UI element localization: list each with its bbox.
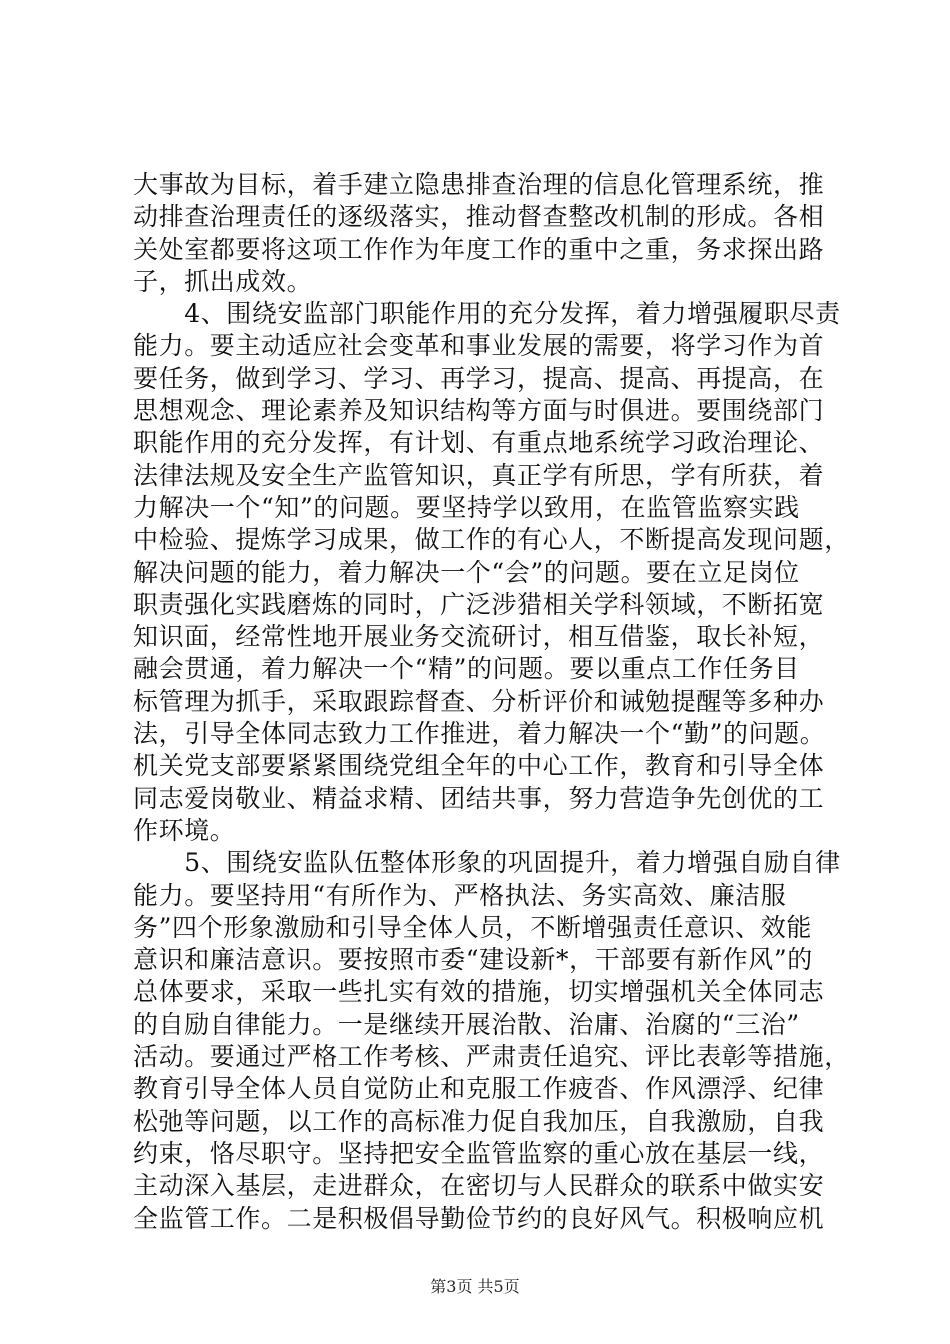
page-footer	[0, 1277, 950, 1297]
text-line: 知识面，经常性地开展业务交流研讨，相互借鉴，取长补短，	[133, 622, 825, 652]
text-line: 职能作用的充分发挥，有计划、有重点地系统学习政治理论、	[133, 428, 825, 458]
text-line: 全监管工作。二是积极倡导勤俭节约的良好风气。积极响应机	[133, 1203, 825, 1233]
text-line: 同志爱岗敬业、精益求精、团结共事，努力营造争先创优的工	[133, 783, 825, 813]
text-line: 4、围绕安监部门职能作用的充分发挥，着力增强履职尽责	[133, 299, 841, 329]
text-line: 职责强化实践磨炼的同时，广泛涉猎相关学科领域，不断拓宽	[133, 589, 825, 619]
text-line: 能力。要主动适应社会变革和事业发展的需要，将学习作为首	[133, 331, 825, 361]
page-number: 第3页 共5页	[430, 1277, 520, 1296]
text-line: 动排查治理责任的逐级落实，推动督查整改机制的形成。各相	[133, 202, 825, 232]
text-line: 中检验、提炼学习成果，做工作的有心人，不断提高发现问题，	[133, 525, 850, 555]
text-line: 要任务，做到学习、学习、再学习，提高、提高、再提高，在	[133, 363, 825, 393]
text-line: 约束，恪尽职守。坚持把安全监管监察的重心放在基层一线，	[133, 1138, 825, 1168]
text-line: 能力。要坚持用“有所作为、严格执法、务实高效、廉洁服	[133, 880, 787, 910]
text-line: 大事故为目标，着手建立隐患排查治理的信息化管理系统，推	[133, 170, 825, 199]
text-line: 的自励自律能力。一是继续开展治散、治庸、治腐的“三治”	[133, 1009, 800, 1039]
text-line: 总体要求，采取一些扎实有效的措施，切实增强机关全体同志	[133, 977, 825, 1007]
text-line: 法律法规及安全生产监管知识，真正学有所思，学有所获，着	[133, 460, 825, 490]
text-line: 教育引导全体人员自觉防止和克服工作疲沓、作风漂浮、纪律	[133, 1074, 825, 1104]
text-line: 作环境。	[133, 815, 236, 845]
text-line: 法，引导全体同志致力工作推进，着力解决一个“勤”的问题。	[133, 719, 826, 749]
text-line: 解决问题的能力，着力解决一个“会”的问题。要在立足岗位	[133, 557, 800, 587]
document-body	[133, 169, 850, 1235]
text-line: 活动。要通过严格工作考核、严肃责任追究、评比表彰等措施，	[133, 1042, 850, 1072]
text-line: 子，抓出成效。	[133, 266, 313, 296]
text-line: 思想观念、理论素养及知识结构等方面与时俱进。要围绕部门	[133, 396, 825, 426]
text-line: 力解决一个“知”的问题。要坚持学以致用，在监管监察实践	[133, 492, 800, 522]
text-line: 关处室都要将这项工作作为年度工作的重中之重，务求探出路	[133, 234, 825, 264]
text-line: 机关党支部要紧紧围绕党组全年的中心工作，教育和引导全体	[133, 751, 825, 781]
text-line: 标管理为抓手，采取跟踪督查、分析评价和诫勉提醒等多种办	[133, 686, 825, 716]
text-line: 5、围绕安监队伍整体形象的巩固提升，着力增强自励自律	[133, 848, 841, 878]
text-line: 意识和廉洁意识。要按照市委“建设新*，干部要有新作风”的	[133, 945, 813, 975]
text-line: 融会贯通，着力解决一个“精”的问题。要以重点工作任务目	[133, 654, 800, 684]
text-line: 松弛等问题，以工作的高标准力促自我加压，自我激励，自我	[133, 1106, 825, 1136]
text-line: 主动深入基层，走进群众，在密切与人民群众的联系中做实安	[133, 1171, 825, 1201]
text-line: 务”四个形象激励和引导全体人员，不断增强责任意识、效能	[133, 912, 812, 942]
